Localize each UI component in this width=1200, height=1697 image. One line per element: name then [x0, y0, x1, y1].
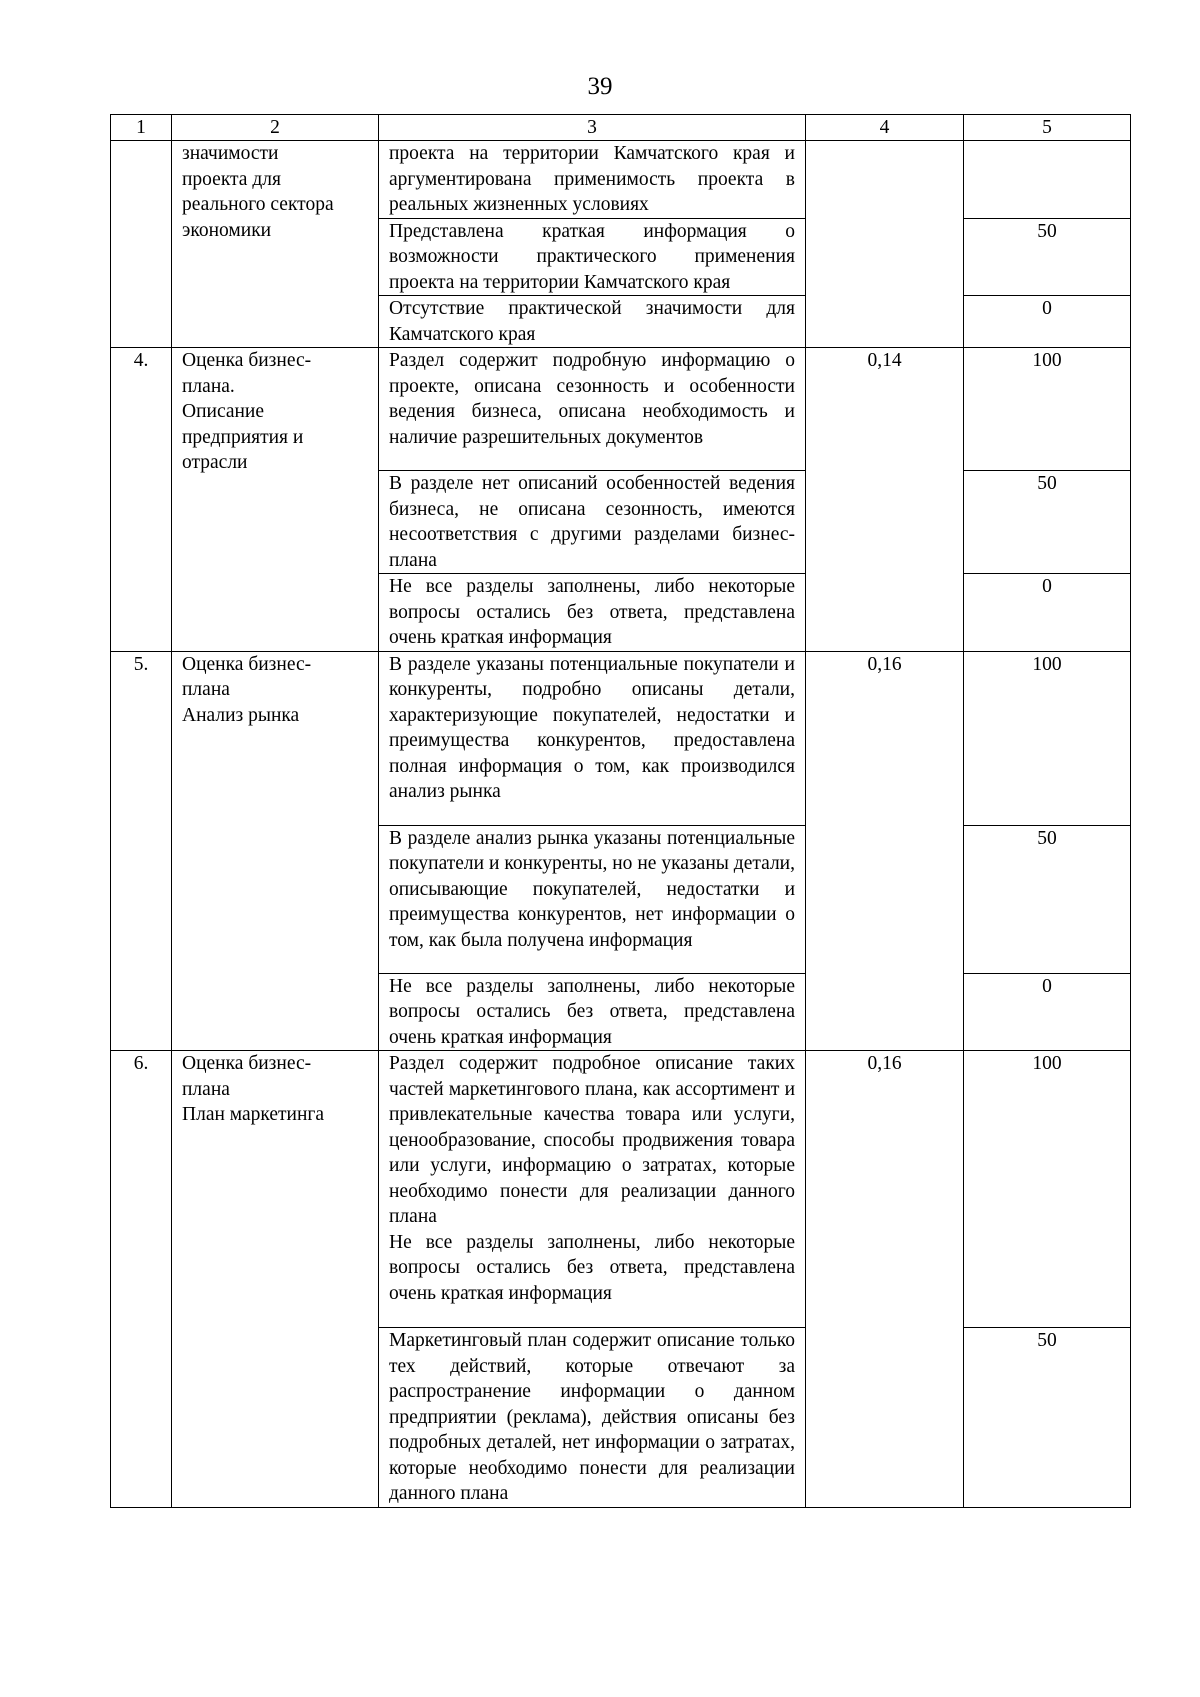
- weight-cell: [806, 141, 964, 348]
- criterion-line: отрасли: [182, 452, 248, 473]
- criterion-cell: [172, 1051, 379, 1508]
- score-cell: 50: [964, 218, 1131, 296]
- score-cell: 0: [964, 973, 1131, 1051]
- option-description: В разделе нет описаний особенностей ведения бизнеса, не описана сезонность, имеются несоответствия с другими разделами бизнес-плана: [379, 471, 806, 574]
- header-cell-3: 3: [379, 115, 806, 141]
- criterion-line: реального сектора: [182, 194, 334, 215]
- table-row: [111, 348, 1131, 471]
- table-header-row: [111, 115, 1131, 141]
- criterion-line: предприятия и: [182, 426, 304, 448]
- criterion-cell: [172, 348, 379, 652]
- option-description: Маркетинговый план содержит описание только тех действий, которые отвечают за распространение информации о данном предприятии (реклама), действия описаны без подробных деталей, нет информации о затратах, которые необходимо понести для реализации данного плана: [379, 1328, 806, 1508]
- option-paragraph: Не все разделы заполнены, либо некоторые вопросы остались без ответа, представлена очень краткая информация: [389, 1231, 795, 1304]
- row-number: [111, 141, 172, 348]
- option-description: Отсутствие практической значимости для Камчатского края: [379, 296, 806, 348]
- option-description: Не все разделы заполнены, либо некоторые вопросы остались без ответа, представлена очень краткая информация: [379, 973, 806, 1051]
- score-cell: 100: [964, 348, 1131, 471]
- header-cell-5: 5: [964, 115, 1131, 141]
- criterion-line: проекта для: [182, 168, 281, 190]
- row-number: 5.: [111, 651, 172, 1051]
- criterion-line: План маркетинга: [182, 1104, 325, 1125]
- option-description: проекта на территории Камчатского края и аргументирована применимость проекта в реальных жизненных условиях: [379, 141, 806, 219]
- criterion-line: значимости: [182, 143, 279, 164]
- table-row: [111, 1051, 1131, 1328]
- score-cell: 100: [964, 651, 1131, 825]
- header-cell-2: 2: [172, 115, 379, 141]
- score-cell: 50: [964, 471, 1131, 574]
- criterion-line: плана: [182, 1078, 230, 1100]
- score-cell: [964, 141, 1131, 219]
- header-cell-1: 1: [111, 115, 172, 141]
- option-description: Не все разделы заполнены, либо некоторые вопросы остались без ответа, представлена очень краткая информация: [379, 574, 806, 652]
- criterion-line: плана: [182, 679, 230, 700]
- criterion-line: Оценка бизнес-: [182, 653, 312, 675]
- score-cell: 100: [964, 1051, 1131, 1328]
- criterion-line: экономики: [182, 219, 272, 241]
- criterion-line: Оценка бизнес-: [182, 1053, 312, 1074]
- row-number: 6.: [111, 1051, 172, 1508]
- option-paragraph: Раздел содержит подробное описание таких частей маркетингового плана, как ассортимент и привлекательные качества товара или услуги, ценообразование, способы продвижения товара или услуги, информацию о затратах, которые необходимо понести для реализации данного плана: [389, 1053, 795, 1227]
- option-description: [379, 1051, 806, 1328]
- table-row: [111, 651, 1131, 825]
- page-number: 39: [587, 73, 613, 100]
- weight-cell: 0,16: [806, 1051, 964, 1508]
- criterion-cell: [172, 141, 379, 348]
- score-cell: 0: [964, 296, 1131, 348]
- criterion-line: Оценка бизнес-: [182, 350, 312, 371]
- score-cell: 50: [964, 825, 1131, 973]
- criterion-cell: [172, 651, 379, 1051]
- criterion-line: Анализ рынка: [182, 704, 300, 726]
- header-cell-4: 4: [806, 115, 964, 141]
- weight-cell: 0,14: [806, 348, 964, 652]
- criteria-table: [110, 114, 1131, 1508]
- criterion-line: Описание: [182, 401, 265, 422]
- table-row: [111, 141, 1131, 219]
- option-description: Раздел содержит подробную информацию о проекте, описана сезонность и особенности ведения бизнеса, описана необходимость и наличие разрешительных документов: [379, 348, 806, 471]
- criterion-line: плана.: [182, 375, 235, 397]
- row-number: 4.: [111, 348, 172, 652]
- score-cell: 0: [964, 574, 1131, 652]
- option-description: В разделе указаны потенциальные покупатели и конкуренты, подробно описаны детали, характеризующие покупателей, недостатки и преимущества конкурентов, предоставлена полная информация о том, как производился анализ рынка: [379, 651, 806, 825]
- option-description: В разделе анализ рынка указаны потенциальные покупатели и конкуренты, но не указаны детали, описывающие покупателей, недостатки и преимущества конкурентов, нет информации о том, как была получена информация: [379, 825, 806, 973]
- weight-cell: 0,16: [806, 651, 964, 1051]
- score-cell: 50: [964, 1328, 1131, 1508]
- option-description: Представлена краткая информация о возможности практического применения проекта на территории Камчатского края: [379, 218, 806, 296]
